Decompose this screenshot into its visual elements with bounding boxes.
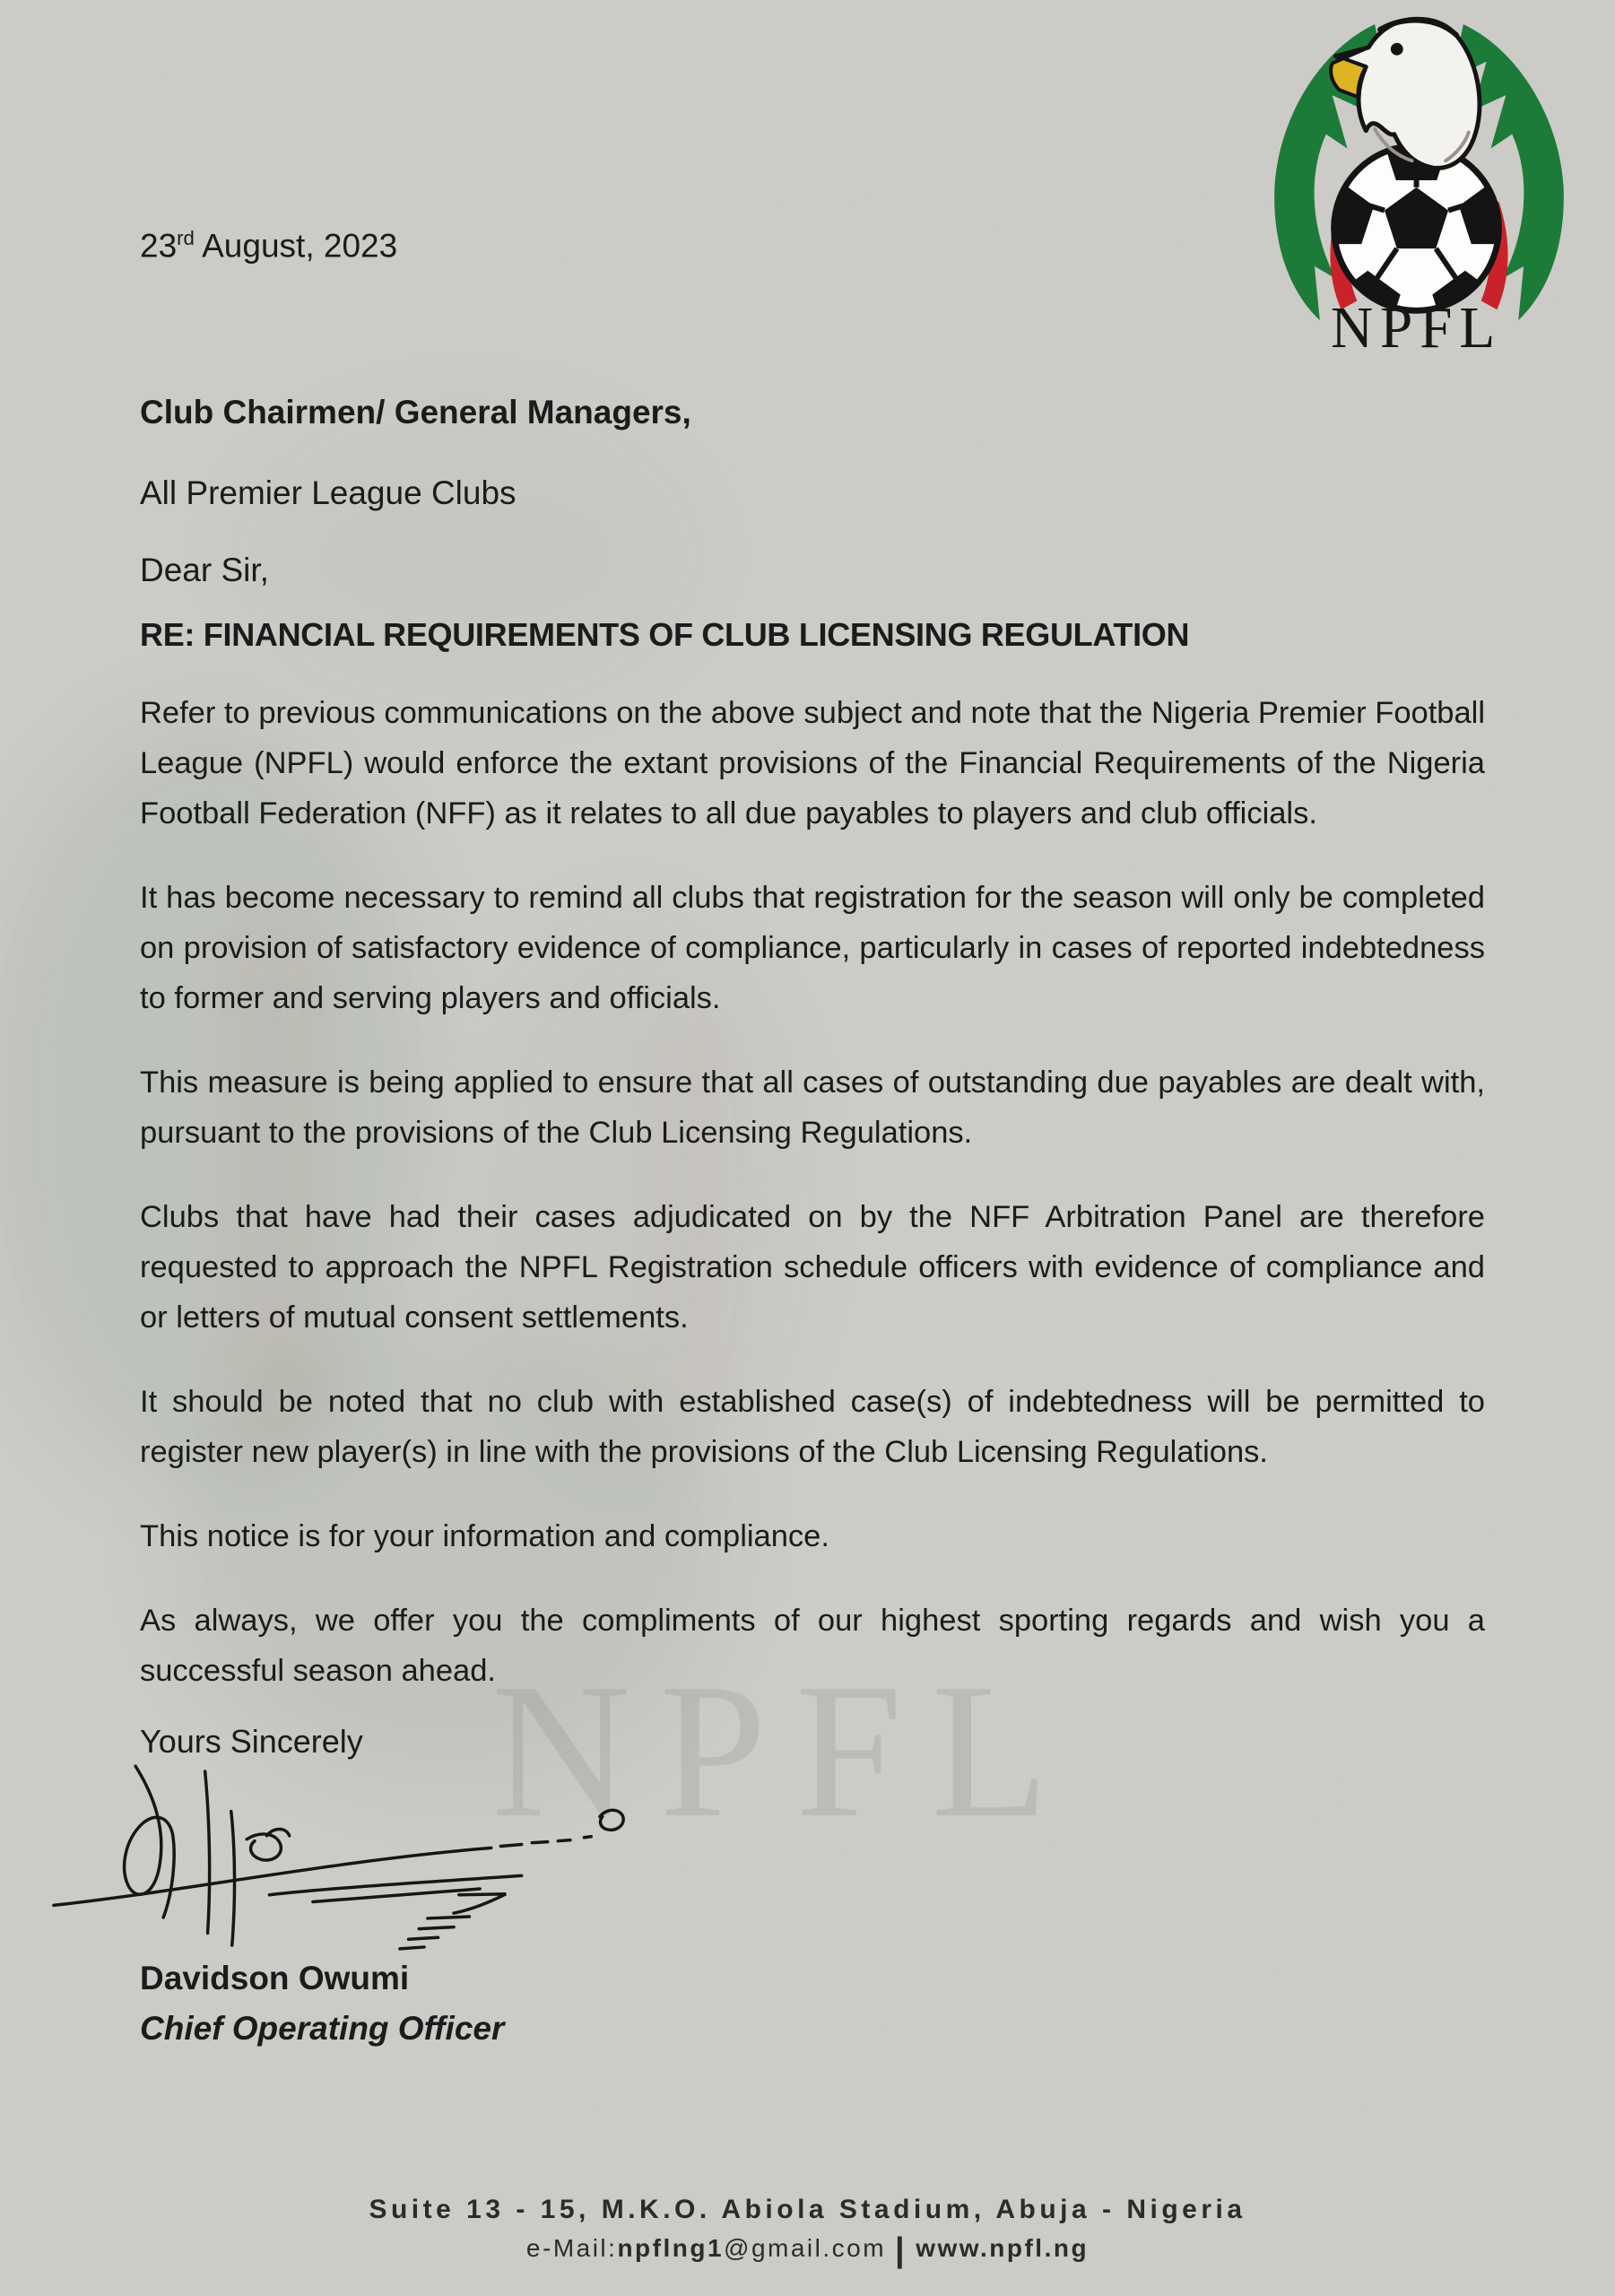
- signatory-title: Chief Operating Officer: [140, 2010, 505, 2048]
- signatory-name: Davidson Owumi: [140, 1960, 410, 1997]
- recipient-line-1: Club Chairmen/ General Managers,: [140, 394, 691, 431]
- footer-contacts: [0, 2231, 1615, 2270]
- letter-date: [140, 227, 1485, 265]
- email-domain: @gmail.com: [724, 2234, 887, 2262]
- paragraph-3: This measure is being applied to ensure that all cases of outstanding due payables are dealt with, pursuant to the provisions of the Club Licensing Regulations.: [140, 1065, 1485, 1151]
- email-user: npflng1: [617, 2234, 725, 2262]
- closing: Yours Sincerely: [140, 1723, 363, 1761]
- website: www.npfl.ng: [916, 2234, 1090, 2262]
- email-label: e-Mail:: [525, 2234, 618, 2262]
- date-day: 23: [140, 227, 178, 265]
- salutation: Dear Sir,: [140, 552, 269, 589]
- footer-address: Suite 13 - 15, M.K.O. Abiola Stadium, Abuja - Nigeria: [369, 2195, 1246, 2224]
- npfl-watermark: NPFL: [491, 1643, 1078, 1857]
- paragraph-2: It has become necessary to remind all clubs that registration for the season will only be completed on provision of satisfactory evidence of compliance, particularly in cases of reported indebtedness to former and serving players and officials.: [140, 881, 1485, 1016]
- subject-line: RE: FINANCIAL REQUIREMENTS OF CLUB LICENSING REGULATION: [140, 616, 1190, 654]
- paragraph-7: As always, we offer you the compliments of our highest sporting regards and wish you a successful season ahead.: [140, 1604, 1485, 1689]
- footer-separator: |: [895, 2231, 907, 2269]
- paragraph-5: It should be noted that no club with established case(s) of indebtedness will be permitted to register new player(s) in line with the provisions of the Club Licensing Regulations.: [140, 1385, 1485, 1470]
- letter-body: [140, 0, 1485, 2048]
- letter-footer: [0, 2195, 1615, 2270]
- paragraph-4: Clubs that have had their cases adjudicated on by the NFF Arbitration Panel are therefore requested to approach the NPFL Registration schedule officers with evidence of compliance and or letters of mutual consent settlements.: [140, 1200, 1485, 1335]
- recipient-line-2: All Premier League Clubs: [140, 474, 517, 512]
- paragraph-1: Refer to previous communications on the above subject and note that the Nigeria Premier Football League (NPFL) would enforce the extant provisions of the Financial Requirements of the Nigeria Football Federation (NFF) as it relates to all due payables to players and club officials.: [140, 696, 1485, 831]
- signature-icon: [52, 1764, 626, 1954]
- logo-wordmark: NPFL: [1331, 295, 1503, 361]
- date-ordinal: rd: [177, 227, 195, 249]
- date-tail: August, 2023: [194, 227, 398, 265]
- paragraph-6: This notice is for your information and compliance.: [140, 1519, 829, 1554]
